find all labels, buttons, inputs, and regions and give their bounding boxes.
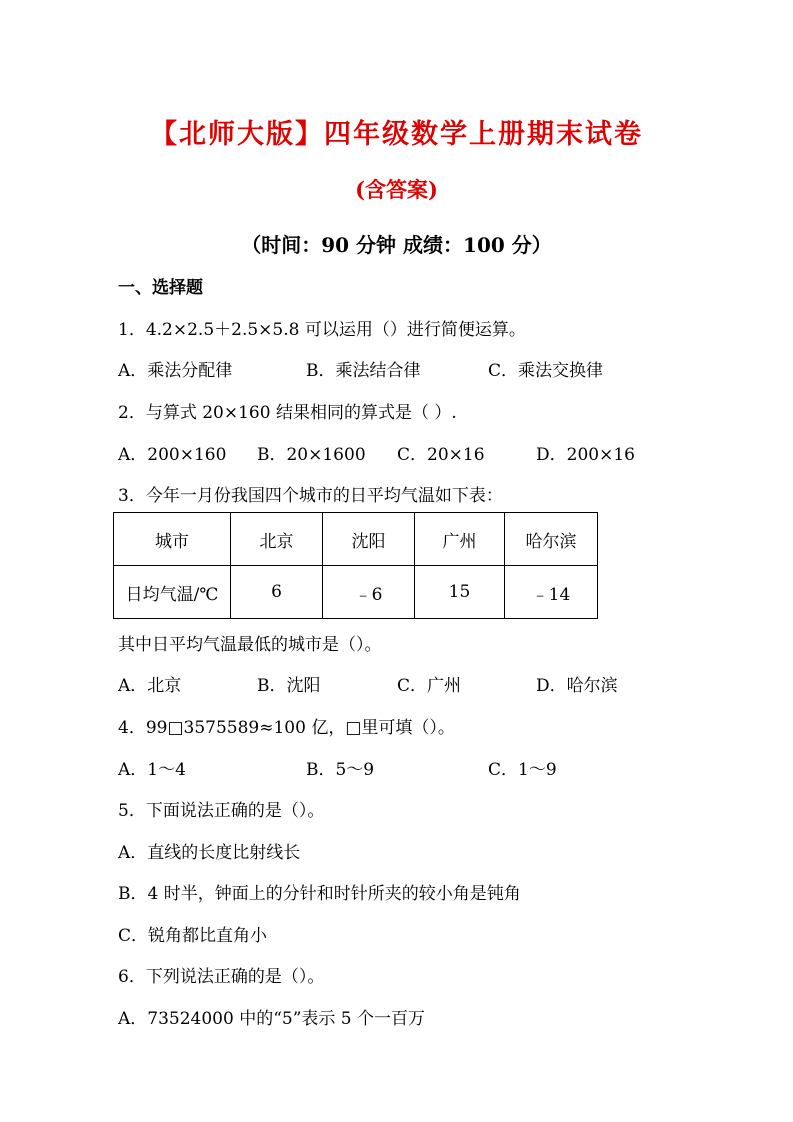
question-2-stem: 2．与算式 20×160 结果相同的算式是（ ）. [118, 403, 457, 423]
table-header-cell: 哈尔滨 [505, 513, 598, 566]
question-3-followup: 其中日平均气温最低的城市是（）。 [118, 635, 382, 655]
question-5-option-c: C．锐角都比直角小 [118, 926, 268, 946]
question-3-option-b: B．沈阳 [257, 676, 321, 696]
table-cell: 15 [415, 566, 505, 619]
question-2-option-b: B．20×1600 [257, 445, 366, 465]
table-cell: 日均气温/℃ [114, 566, 231, 619]
question-2-option-d: D．200×16 [536, 445, 635, 465]
table-header-cell: 沈阳 [323, 513, 415, 566]
page-subtitle: (含答案) [355, 177, 438, 202]
page-title: 【北师大版】四年级数学上册期末试卷 [150, 119, 643, 150]
table-cell: ﹣14 [505, 566, 598, 619]
question-2-option-a: A．200×160 [118, 445, 227, 465]
table-row [114, 566, 598, 619]
question-5-stem: 5．下面说法正确的是（）。 [118, 801, 325, 821]
question-3-options [0, 671, 793, 695]
question-4-option-a: A．1～4 [118, 760, 186, 780]
question-3-stem: 3．今年一月份我国四个城市的日平均气温如下表： [118, 486, 503, 506]
question-1-option-a: A．乘法分配律 [118, 361, 233, 381]
question-2-option-c: C．20×16 [397, 445, 485, 465]
table-header-cell: 广州 [415, 513, 505, 566]
question-3-option-a: A．北京 [118, 676, 182, 696]
question-1-option-c: C．乘法交换律 [488, 361, 604, 381]
table-header-cell: 城市 [114, 513, 231, 566]
question-4-options [0, 755, 793, 779]
question-6-stem: 6．下列说法正确的是（）。 [118, 967, 325, 987]
question-2-options [0, 440, 793, 464]
table-header-cell: 北京 [231, 513, 323, 566]
question-4-stem: 4．99□3575589≈100 亿，□里可填（）。 [118, 718, 455, 738]
question-1-option-b: B．乘法结合律 [306, 361, 421, 381]
question-4-option-b: B．5～9 [306, 760, 375, 780]
table-cell: ﹣6 [323, 566, 415, 619]
question-6-option-a: A．73524000 中的“5”表示 5 个一百万 [118, 1009, 426, 1029]
question-3-option-d: D．哈尔滨 [536, 676, 618, 696]
section-heading-choice: 一、选择题 [118, 278, 203, 298]
exam-info: （时间：90 分钟 成绩：100 分） [241, 233, 552, 257]
question-1-options [0, 356, 793, 380]
question-5-option-b: B．4 时半，钟面上的分针和时针所夹的较小角是钝角 [118, 884, 521, 904]
question-1-stem: 1．4.2×2.5＋2.5×5.8 可以运用（）进行简便运算。 [118, 320, 526, 340]
table-cell: 6 [231, 566, 323, 619]
question-3-option-c: C．广州 [397, 676, 462, 696]
table-header-row [114, 513, 598, 566]
question-4-option-c: C．1～9 [488, 760, 557, 780]
temperature-table [113, 512, 598, 619]
question-5-option-a: A．直线的长度比射线长 [118, 843, 301, 863]
